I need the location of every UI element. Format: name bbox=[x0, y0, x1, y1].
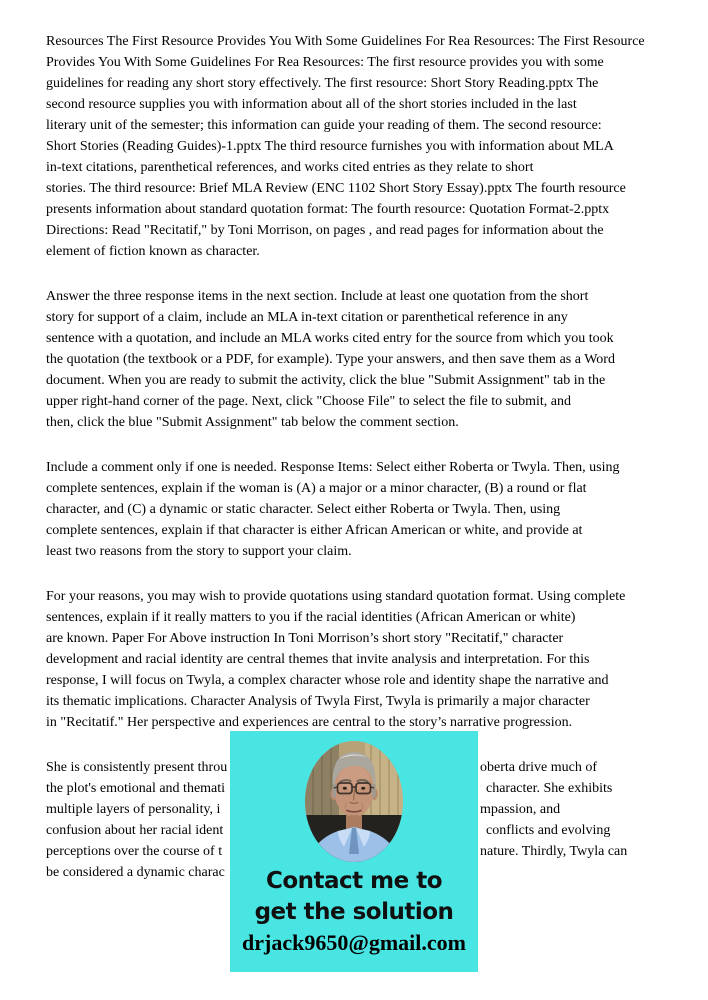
text-fragment-right: mpassion, and bbox=[480, 802, 561, 817]
text-fragment-left: the plot's emotional and themati bbox=[46, 781, 226, 796]
text-fragment-left: She is consistently present throu bbox=[46, 760, 228, 775]
contact-solution-overlay[interactable] bbox=[230, 731, 478, 972]
text-fragment-right: nature. Thirdly, Twyla can bbox=[480, 844, 628, 859]
text-line: Directions: Read "Recitatif," by Toni Morrison, on pages , and read pages for information about the bbox=[46, 223, 604, 238]
contact-heading-line2: get the solution bbox=[254, 899, 454, 925]
text-line: story for support of a claim, include an MLA in-text citation or parenthetical reference in any bbox=[46, 310, 568, 325]
text-line: its thematic implications. Character Analysis of Twyla First, Twyla is primarily a major character bbox=[46, 694, 590, 709]
text-line: are known. Paper For Above instruction In Toni Morrison’s short story "Recitatif," character bbox=[46, 631, 564, 646]
text-line: in "Recitatif." Her perspective and experiences are central to the story’s narrative progression. bbox=[46, 715, 573, 730]
text-line: response, I will focus on Twyla, a complex character whose role and identity shape the narrative and bbox=[46, 673, 609, 688]
text-fragment-left: multiple layers of personality, i bbox=[46, 802, 221, 817]
text-fragment-left: confusion about her racial ident bbox=[46, 823, 224, 838]
text-line: Answer the three response items in the next section. Include at least one quotation from the short bbox=[46, 289, 589, 304]
contact-email[interactable]: drjack9650@gmail.com bbox=[242, 930, 466, 955]
text-fragment-left: be considered a dynamic charac bbox=[46, 865, 225, 880]
text-line: least two reasons from the story to support your claim. bbox=[46, 544, 352, 559]
paragraph-reasons-and-paper bbox=[46, 586, 666, 733]
text-line: in-text citations, parenthetical references, and works cited entries as they relate to short bbox=[46, 160, 534, 175]
text-line: development and racial identity are central themes that invite analysis and interpretation. For this bbox=[46, 652, 590, 667]
paragraph-resources bbox=[46, 31, 666, 262]
text-line: sentences, explain if it really matters to you if the racial identities (African American or white) bbox=[46, 610, 576, 625]
text-line: then, click the blue "Submit Assignment" tab below the comment section. bbox=[46, 415, 459, 430]
text-line: Include a comment only if one is needed. Response Items: Select either Roberta or Twyla. Then, using bbox=[46, 460, 620, 475]
text-line: Short Stories (Reading Guides)-1.pptx The third resource furnishes you with information about MLA bbox=[46, 139, 614, 154]
paragraph-answer-instructions bbox=[46, 286, 666, 433]
text-line: literary unit of the semester; this information can guide your reading of them. The second resource: bbox=[46, 118, 602, 133]
text-line: second resource supplies you with information about all of the short stories included in the last bbox=[46, 97, 577, 112]
text-line: Provides You With Some Guidelines For Rea Resources: The first resource provides you with some bbox=[46, 55, 604, 70]
text-line: character, and (C) a dynamic or static character. Select either Roberta or Twyla. Then, using bbox=[46, 502, 561, 517]
text-line: complete sentences, explain if the woman is (A) a major or a minor character, (B) a round or flat bbox=[46, 481, 587, 496]
text-line: complete sentences, explain if that character is either African American or white, and provide at bbox=[46, 523, 583, 538]
text-fragment-right: character. She exhibits bbox=[486, 781, 613, 796]
text-line: sentence with a quotation, and include an MLA works cited entry for the source from which you took bbox=[46, 331, 614, 346]
contact-heading bbox=[230, 866, 478, 928]
text-line: guidelines for reading any short story effectively. The first resource: Short Story Reading.pptx The bbox=[46, 76, 599, 91]
text-line: upper right-hand corner of the page. Next, click "Choose File" to select the file to submit, and bbox=[46, 394, 572, 409]
tutor-portrait-photo bbox=[305, 741, 403, 862]
text-line: For your reasons, you may wish to provide quotations using standard quotation format. Using complete bbox=[46, 589, 626, 604]
text-fragment-right: oberta drive much of bbox=[480, 760, 598, 775]
text-line: Resources The First Resource Provides You With Some Guidelines For Rea Resources: The First Resource bbox=[46, 34, 645, 49]
text-line: the quotation (the textbook or a PDF, for example). Type your answers, and then save them as a Word bbox=[46, 352, 615, 367]
paragraph-response-items bbox=[46, 457, 666, 562]
contact-heading-line1: Contact me to bbox=[265, 868, 443, 894]
text-line: element of fiction known as character. bbox=[46, 244, 260, 259]
text-line: presents information about standard quotation format: The fourth resource: Quotation Format-2.pptx bbox=[46, 202, 610, 217]
text-line: document. When you are ready to submit the activity, click the blue "Submit Assignment" tab in the bbox=[46, 373, 606, 388]
text-fragment-right: conflicts and evolving bbox=[486, 823, 611, 838]
text-line: stories. The third resource: Brief MLA Review (ENC 1102 Short Story Essay).pptx The fourth resource bbox=[46, 181, 626, 196]
text-fragment-left: perceptions over the course of t bbox=[46, 844, 223, 859]
